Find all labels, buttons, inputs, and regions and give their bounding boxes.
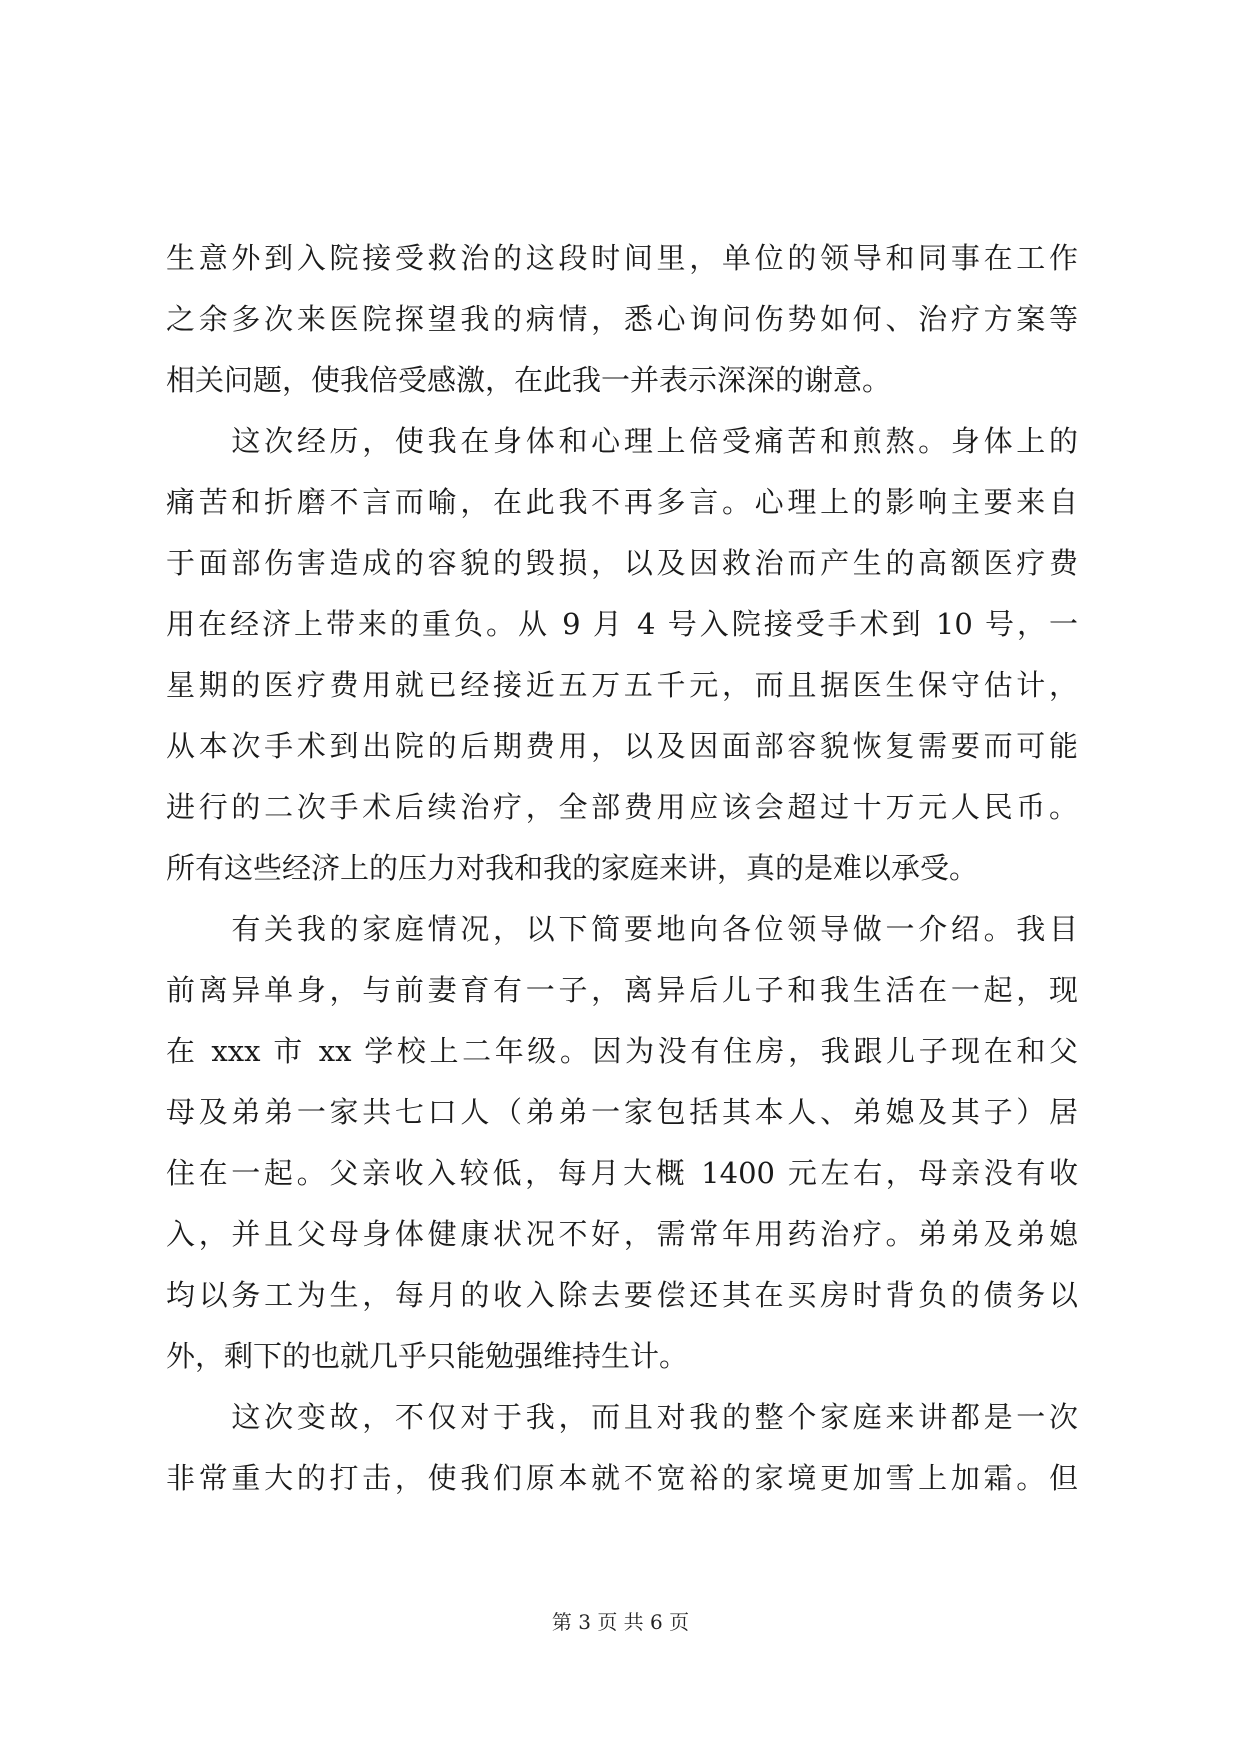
text-line: 进行的二次手术后续治疗，全部费用应该会超过十万元人民币。 — [166, 790, 1078, 824]
text-line: 星期的医疗费用就已经接近五万五千元，而且据医生保守估计， — [166, 668, 1078, 702]
text-line: 于面部伤害造成的容貌的毁损，以及因救治而产生的高额医疗费 — [166, 546, 1078, 580]
text-line: 有关我的家庭情况，以下简要地向各位领导做一介绍。我目 — [166, 912, 1078, 946]
text-line: 前离异单身，与前妻育有一子，离异后儿子和我生活在一起，现 — [166, 973, 1078, 1007]
text-line: 所有这些经济上的压力对我和我的家庭来讲，真的是难以承受。 — [166, 851, 979, 885]
text-line: 这次经历，使我在身体和心理上倍受痛苦和煎熬。身体上的 — [166, 424, 1078, 458]
text-line: 痛苦和折磨不言而喻，在此我不再多言。心理上的影响主要来自 — [166, 485, 1078, 519]
body-text — [166, 228, 1078, 1509]
text-line: 这次变故，不仅对于我，而且对我的整个家庭来讲都是一次 — [166, 1400, 1078, 1434]
text-line: 在 xxx 市 xx 学校上二年级。因为没有住房，我跟儿子现在和父 — [166, 1034, 1078, 1068]
page-footer: 第 3 页 共 6 页 — [551, 1610, 690, 1634]
text-line: 生意外到入院接受救治的这段时间里，单位的领导和同事在工作 — [166, 241, 1078, 275]
text-line: 母及弟弟一家共七口人（弟弟一家包括其本人、弟媳及其子）居 — [166, 1095, 1078, 1129]
text-line: 从本次手术到出院的后期费用，以及因面部容貌恢复需要而可能 — [166, 729, 1078, 763]
text-line: 外，剩下的也就几乎只能勉强维持生计。 — [166, 1339, 689, 1373]
text-line: 用在经济上带来的重负。从 9 月 4 号入院接受手术到 10 号，一 — [166, 607, 1078, 641]
text-line: 均以务工为生，每月的收入除去要偿还其在买房时背负的债务以 — [166, 1278, 1078, 1312]
text-line: 非常重大的打击，使我们原本就不宽裕的家境更加雪上加霜。但 — [166, 1461, 1078, 1495]
text-line: 之余多次来医院探望我的病情，悉心询问伤势如何、治疗方案等 — [166, 302, 1078, 336]
text-line: 入，并且父母身体健康状况不好，需常年用药治疗。弟弟及弟媳 — [166, 1217, 1078, 1251]
text-line: 相关问题，使我倍受感激，在此我一并表示深深的谢意。 — [166, 363, 892, 397]
text-line: 住在一起。父亲收入较低，每月大概 1400 元左右，母亲没有收 — [166, 1156, 1078, 1190]
